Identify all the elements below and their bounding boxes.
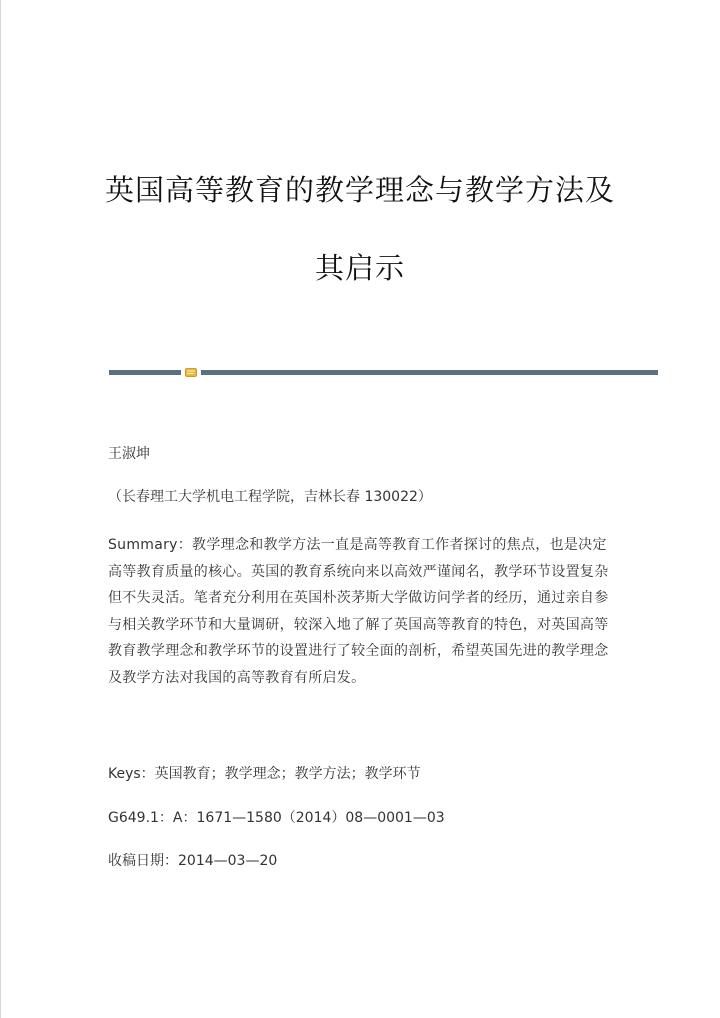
divider-bar-right bbox=[201, 370, 658, 375]
paper-title-line-1: 英国高等教育的教学理念与教学方法及 bbox=[104, 173, 615, 207]
page-border bbox=[0, 0, 1, 1018]
received-date: 收稿日期：2014—03—20 bbox=[108, 853, 278, 869]
classification-codes: G649.1：A：1671—1580（2014）08—0001—03 bbox=[108, 810, 445, 826]
author-affiliation: （长春理工大学机电工程学院，吉林长春 130022） bbox=[108, 489, 432, 505]
author-name: 王淑坤 bbox=[108, 446, 150, 462]
paper-title-line-2: 其启示 bbox=[314, 251, 405, 285]
keywords: Keys：英国教育；教学理念；教学方法；教学环节 bbox=[108, 766, 421, 782]
pencil-icon bbox=[185, 368, 197, 377]
divider-bar-left bbox=[109, 370, 181, 375]
title-divider bbox=[109, 368, 658, 376]
abstract-summary: Summary：教学理念和教学方法一直是高等教育工作者探讨的焦点，也是决定高等教育质量的核心。英国的教育系统向来以高效严谨闻名，教学环节设置复杂但不失灵活。笔者充分利用在英国朴茨茅斯大学做访问学者的经历，通过亲自参与相关教学环节和大量调研，较深入地了解了英国高等教育的特色，对英国高等教育教学理念和教学环节的设置进行了较全面的剖析，希望英国先进的教学理念及教学方法对我国的高等教育有所启发。 bbox=[108, 537, 609, 686]
